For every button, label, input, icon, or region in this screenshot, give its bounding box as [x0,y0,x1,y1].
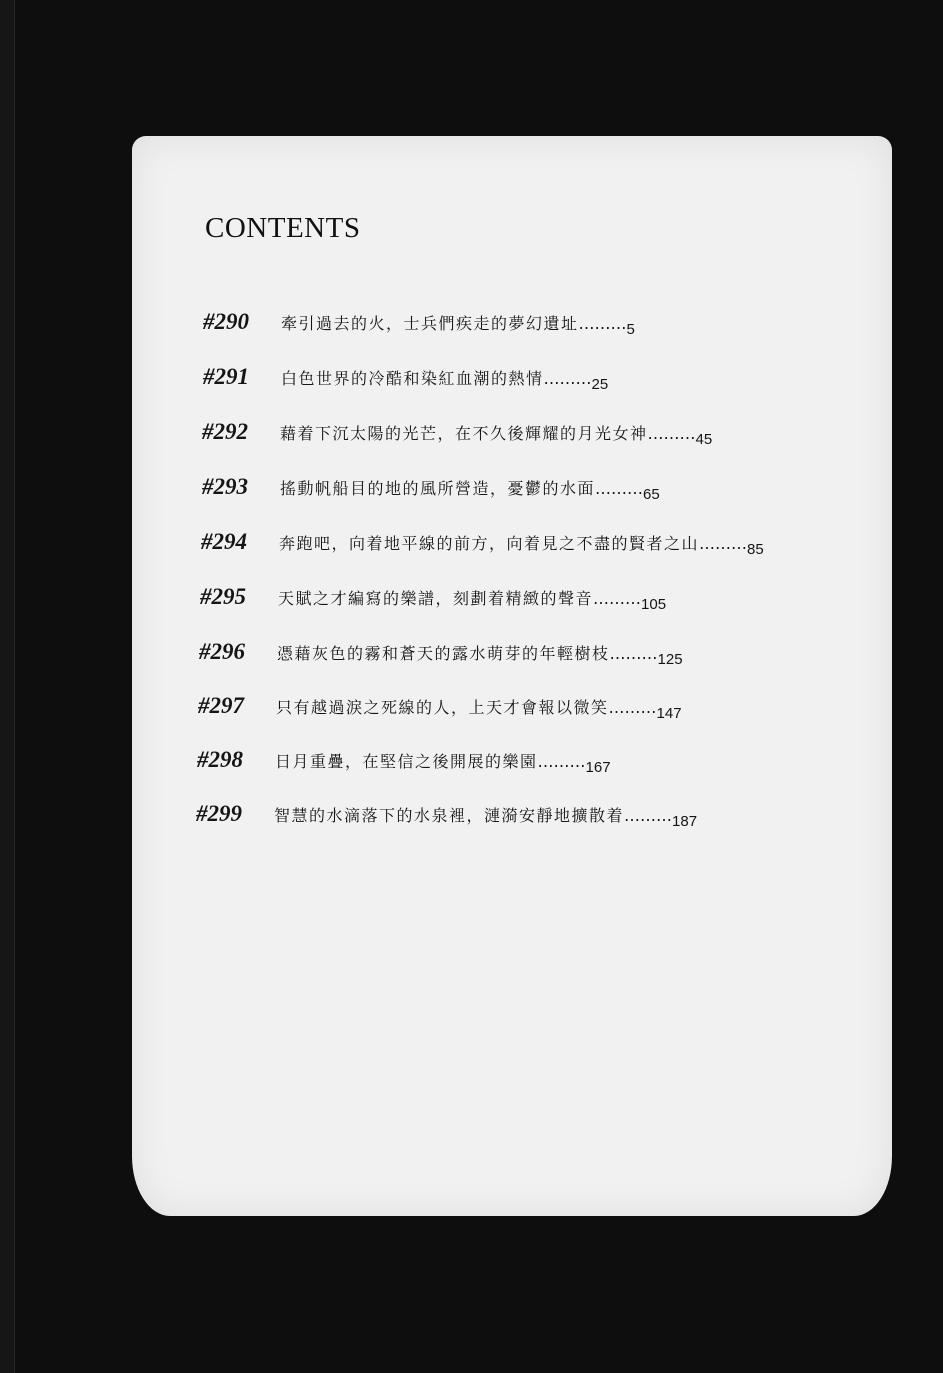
leader-dots: ……… [609,644,658,663]
chapter-title: 牽引過去的火，士兵們疾走的夢幻遺址 [281,314,579,333]
chapter-number: #292 [202,419,248,444]
chapter-number: #298 [197,747,243,772]
leader-dots: ……… [537,752,586,771]
page-number: 25 [591,376,609,393]
leader-dots: ……… [543,369,592,388]
chapter-number: #299 [196,801,242,826]
page-number: 167 [585,759,611,776]
page-number: 125 [657,651,683,668]
toc-entry[interactable] [196,801,698,830]
toc-entry[interactable] [197,747,611,776]
leader-dots: ……… [624,806,673,825]
toc-entry[interactable] [201,529,764,558]
page-number: 85 [747,541,764,558]
toc-entry[interactable] [200,584,667,613]
toc-entry[interactable] [199,639,683,668]
contents-card [132,136,892,1216]
toc-entry[interactable] [203,309,635,338]
page-number: 105 [641,596,667,613]
book-spine [0,0,15,1373]
chapter-number: #296 [199,639,245,664]
chapter-number: #293 [202,474,248,499]
chapter-title: 憑藉灰色的霧和蒼天的露水萌芽的年輕樹枝 [277,644,610,663]
toc-entry[interactable] [202,474,660,503]
toc-entry[interactable] [198,693,682,722]
leader-dots: ……… [699,534,748,553]
leader-dots: ……… [595,479,644,498]
leader-dots: ……… [593,589,642,608]
chapter-title: 天賦之才編寫的樂譜，刻劃着精緻的聲音 [278,589,594,608]
toc-entry[interactable] [203,364,609,393]
chapter-title: 搖動帆船目的地的風所營造，憂鬱的水面 [280,479,596,498]
chapter-number: #290 [203,309,249,334]
contents-heading: CONTENTS [205,212,361,244]
chapter-title: 白色世界的冷酷和染紅血潮的熱情 [281,369,544,388]
chapter-number: #295 [200,584,246,609]
leader-dots: ……… [578,314,627,333]
chapter-title: 智慧的水滴落下的水泉裡，漣漪安靜地擴散着 [274,806,625,825]
chapter-number: #291 [203,364,249,389]
chapter-number: #297 [198,693,244,718]
leader-dots: ……… [608,698,657,717]
chapter-title: 日月重疊，在堅信之後開展的樂園 [275,752,538,771]
page-number: 45 [695,431,713,448]
page-number: 5 [626,321,635,338]
chapter-title: 只有越過淚之死線的人，上天才會報以微笑 [276,698,609,717]
page-number: 65 [643,486,660,503]
chapter-number: #294 [201,529,247,554]
leader-dots: ……… [647,424,696,443]
toc-entry[interactable] [202,419,713,448]
page-number: 187 [672,813,698,830]
chapter-title: 奔跑吧，向着地平線的前方，向着見之不盡的賢者之山 [279,534,700,553]
chapter-title: 藉着下沉太陽的光芒，在不久後輝耀的月光女神 [280,424,648,443]
page-number: 147 [656,705,682,722]
